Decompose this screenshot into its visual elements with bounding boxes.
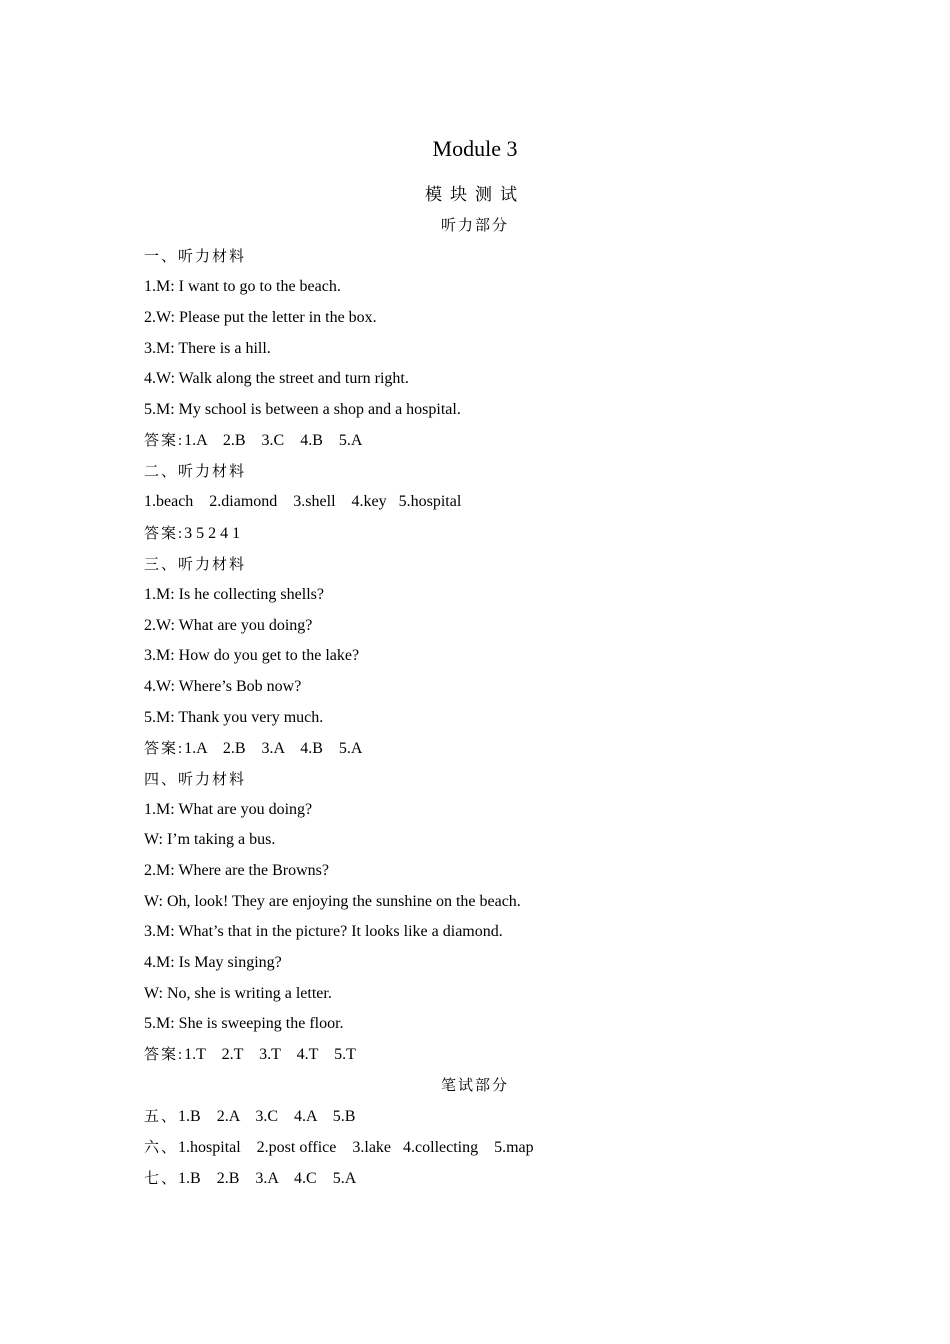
- part3-line-2: 2.W: What are you doing?: [144, 617, 313, 634]
- answer-value: 1.A 2.B 3.C 4.B 5.A: [184, 432, 363, 449]
- part1-line-2: 2.W: Please put the letter in the box.: [144, 309, 377, 326]
- part4-answer: [144, 1044, 356, 1066]
- part1-line-1: 1.M: I want to go to the beach.: [144, 278, 341, 295]
- answer-value: 1.A 2.B 3.A 4.B 5.A: [184, 740, 363, 757]
- part5-answer: [144, 1106, 355, 1128]
- part1-heading: 一、听力材料: [144, 249, 247, 265]
- part3-answer: [144, 738, 362, 760]
- writing-section-header: 笔试部分: [440, 1078, 509, 1094]
- answer-value: 1.hospital 2.post office 3.lake 4.collecting 5.map: [178, 1139, 534, 1156]
- part2-words: 1.beach 2.diamond 3.shell 4.key 5.hospital: [144, 493, 462, 510]
- part3-line-4: 4.W: Where’s Bob now?: [144, 678, 302, 695]
- part1-line-5: 5.M: My school is between a shop and a hospital.: [144, 401, 461, 418]
- part3-line-1: 1.M: Is he collecting shells?: [144, 586, 324, 603]
- part4-line-2: W: I’m taking a bus.: [144, 831, 276, 848]
- answer-label: 答案:: [144, 526, 185, 542]
- part1-line-4: 4.W: Walk along the street and turn right.: [144, 370, 409, 387]
- part7-answer: [144, 1168, 356, 1190]
- answer-label: 答案:: [144, 741, 185, 757]
- part4-heading: 四、听力材料: [144, 772, 247, 788]
- part4-line-5: 3.M: What’s that in the picture? It looks like a diamond.: [144, 923, 503, 940]
- part3-heading: 三、听力材料: [144, 557, 247, 573]
- part4-line-7: W: No, she is writing a letter.: [144, 985, 332, 1002]
- part4-line-3: 2.M: Where are the Browns?: [144, 862, 329, 879]
- part2-heading: 二、听力材料: [144, 464, 247, 480]
- part4-line-6: 4.M: Is May singing?: [144, 954, 282, 971]
- answer-value: 1.B 2.B 3.A 4.C 5.A: [178, 1170, 357, 1187]
- answer-value: 3 5 2 4 1: [184, 525, 241, 542]
- part4-line-4: W: Oh, look! They are enjoying the sunshine on the beach.: [144, 893, 521, 910]
- answer-label: 答案:: [144, 433, 185, 449]
- answer-value: 1.B 2.A 3.C 4.A 5.B: [178, 1108, 356, 1125]
- part3-line-5: 5.M: Thank you very much.: [144, 709, 324, 726]
- part4-line-1: 1.M: What are you doing?: [144, 801, 313, 818]
- part4-line-8: 5.M: She is sweeping the floor.: [144, 1015, 344, 1032]
- part6-answer: [144, 1137, 534, 1159]
- page-subtitle: 模块测试: [425, 185, 525, 204]
- part2-answer: [144, 523, 240, 545]
- answer-value: 1.T 2.T 3.T 4.T 5.T: [184, 1046, 356, 1063]
- part7-label: 七、: [144, 1171, 179, 1187]
- listening-section-header: 听力部分: [440, 218, 509, 234]
- page-title: Module 3: [432, 136, 518, 161]
- part5-label: 五、: [144, 1109, 179, 1125]
- part6-label: 六、: [144, 1140, 179, 1156]
- part1-answer: [144, 430, 362, 452]
- part3-line-3: 3.M: How do you get to the lake?: [144, 647, 360, 664]
- part1-line-3: 3.M: There is a hill.: [144, 340, 271, 357]
- answer-label: 答案:: [144, 1047, 185, 1063]
